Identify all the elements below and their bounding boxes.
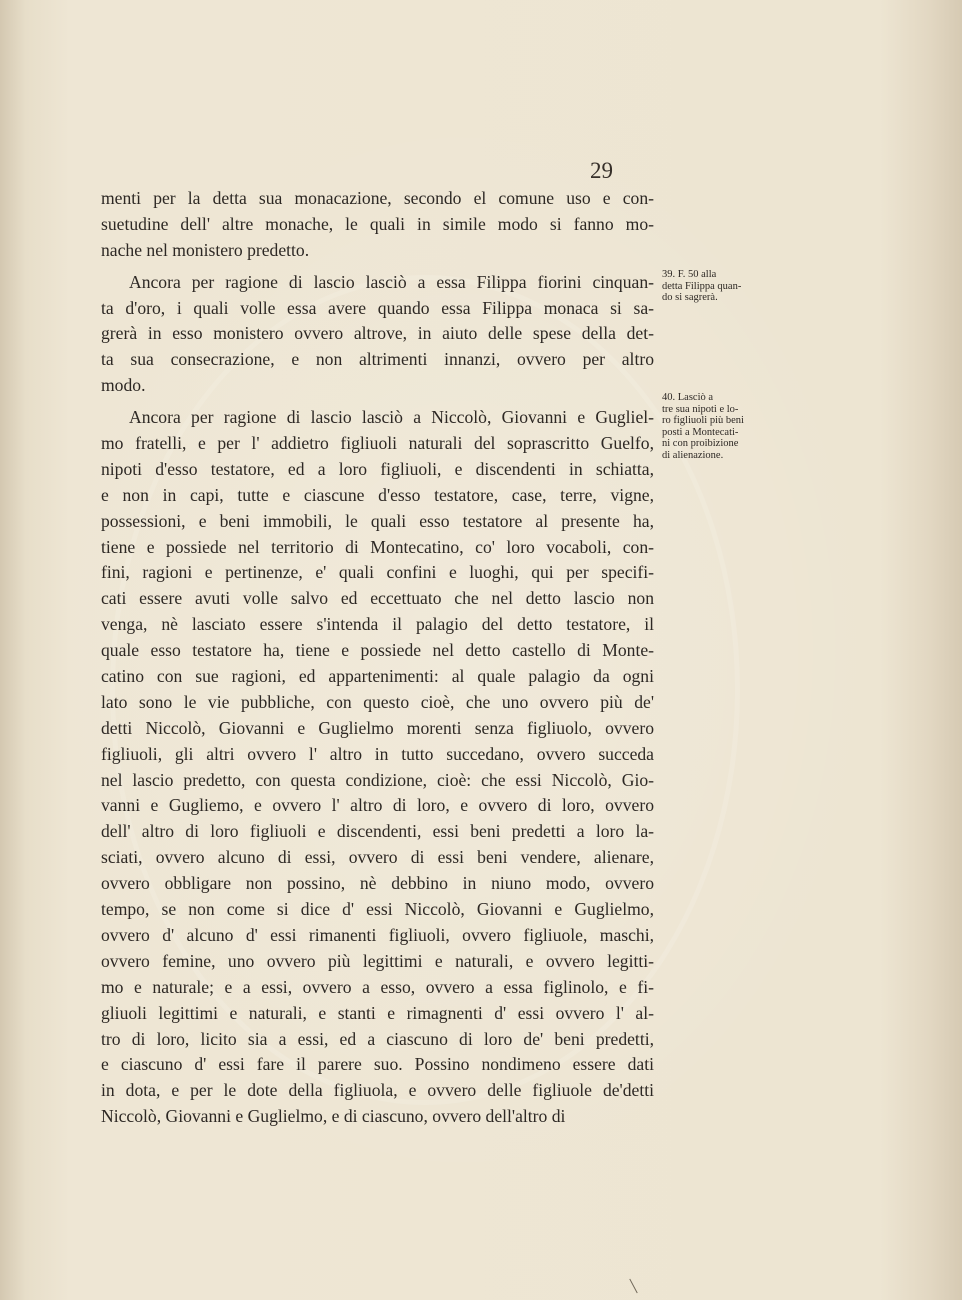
text-line: ovvero femine, uno ovvero più legittimi e naturali, e ovvero legitti-: [101, 950, 654, 971]
margin-note-line: do si sagrerà.: [662, 292, 718, 303]
text-line: cati essere avuti volle salvo ed eccettuato che nel detto lascio non: [101, 588, 654, 609]
margin-note-line: tre sua nipoti e lo-: [662, 403, 739, 415]
text-line: dell' altro di loro figliuoli e discendenti, essi beni predetti a loro la-: [101, 821, 654, 842]
text-line: ovvero d' alcuno d' essi rimanenti figliuoli, ovvero figliuole, maschi,: [101, 924, 654, 945]
text-line: vanni e Gugliemo, e ovvero l' altro di loro, e ovvero di loro, ovvero: [101, 795, 654, 816]
text-line: gliuoli legittimi e naturali, e stanti e rimagnenti d' essi ovvero l' al-: [101, 1002, 654, 1023]
text-line: tempo, se non come si dice d' essi Niccolò, Giovanni e Guglielmo,: [101, 899, 654, 920]
text-line: quale esso testatore ha, tiene e possiede nel detto castello di Monte-: [101, 640, 654, 661]
margin-note-line: ni con proibizione: [662, 438, 739, 449]
paragraph: [101, 186, 654, 264]
text-line: detti Niccolò, Giovanni e Guglielmo morenti senza figliuolo, ovvero: [101, 717, 654, 738]
body-text: [101, 186, 654, 1130]
margin-note-line: 39. F. 50 alla: [662, 269, 717, 280]
text-line: tro di loro, licito sia a essi, ed a ciascuno di loro de' beni predetti,: [101, 1028, 654, 1049]
text-line: nel lascio predetto, con questa condizione, cioè: che essi Niccolò, Gio-: [101, 769, 654, 790]
text-line: mo fratelli, e per l' addietro figliuoli naturali del soprascritto Guelfo,: [101, 433, 654, 454]
margin-note-line: posti a Montecati-: [662, 426, 739, 438]
margin-note-line: di alienazione.: [662, 449, 724, 461]
paragraph: [101, 270, 654, 399]
text-line: suetudine dell' altre monache, le quali in simile modo si fanno mo-: [101, 213, 654, 234]
text-line: catino con sue ragioni, ed appartenimenti: al quale palagio da ogni: [101, 666, 654, 687]
page-number: 29: [590, 158, 613, 183]
text-line: ta sua consecrazione, e non altrimenti innanzi, ovvero per altro: [101, 349, 654, 370]
text-line: Ancora per ragione di lascio lasciò a essa Filippa fiorini cinquan-: [129, 271, 654, 292]
text-line: e ciascuno d' essi fare il parere suo. Possino nondimeno essere dati: [101, 1054, 654, 1075]
text-line: grerà in esso monistero ovvero altrove, in aiuto delle spese della det-: [101, 323, 654, 344]
text-line: sciati, ovvero alcuno di essi, ovvero di essi beni vendere, alienare,: [101, 847, 654, 868]
text-line: venga, nè lasciato essere s'intenda il palagio del detto testatore, il: [101, 614, 654, 635]
text-line: tiene e possiede nel territorio di Montecatino, co' loro vocaboli, con-: [101, 536, 654, 557]
text-line: in dota, e per le dote della figliuola, e ovvero delle figliuole de'detti: [101, 1080, 654, 1101]
text-line: nache nel monistero predetto.: [101, 239, 310, 260]
margin-note-39: [662, 269, 780, 304]
text-line: menti per la detta sua monacazione, secondo el comune uso e con-: [101, 188, 654, 208]
text-line: Ancora per ragione di lascio lasciò a Niccolò, Giovanni e Gugliel-: [129, 407, 654, 428]
text-line: ovvero obbligare non possino, nè debbino in niuno modo, ovvero: [101, 873, 654, 894]
text-line: lato sono le vie pubbliche, con questo cioè, che uno ovvero più de': [101, 691, 654, 712]
margin-note-40: [662, 392, 780, 461]
text-line: possessioni, e beni immobili, le quali esso testatore al presente ha,: [101, 510, 654, 531]
text-line: fini, ragioni e pertinenze, e' quali confini e luoghi, qui per specifi-: [101, 562, 654, 583]
text-line: nipoti d'esso testatore, ed a loro figliuoli, e discendenti in schiatta,: [101, 458, 654, 479]
margin-note-line: 40. Lasciò a: [662, 392, 714, 403]
margin-note-line: ro figliuoli più beni: [662, 415, 744, 426]
text-line: mo e naturale; e a essi, ovvero a esso, ovvero a essa figlinolo, e fi-: [101, 976, 654, 997]
text-line: ta d'oro, i quali volle essa avere quando essa Filippa monaca si sa-: [101, 297, 654, 318]
margin-note-line: detta Filippa quan-: [662, 280, 742, 292]
text-line: figliuoli, gli altri ovvero l' altro in tutto succedano, ovvero succeda: [101, 743, 654, 764]
text-line: Niccolò, Giovanni e Guglielmo, e di ciascuno, ovvero dell'altro di: [101, 1106, 566, 1127]
paper-crease-mark: [629, 1279, 637, 1294]
text-line: modo.: [101, 375, 146, 396]
paragraph: [101, 405, 654, 1130]
text-line: e non in capi, tutte e ciascune d'esso testatore, case, terre, vigne,: [101, 484, 654, 505]
